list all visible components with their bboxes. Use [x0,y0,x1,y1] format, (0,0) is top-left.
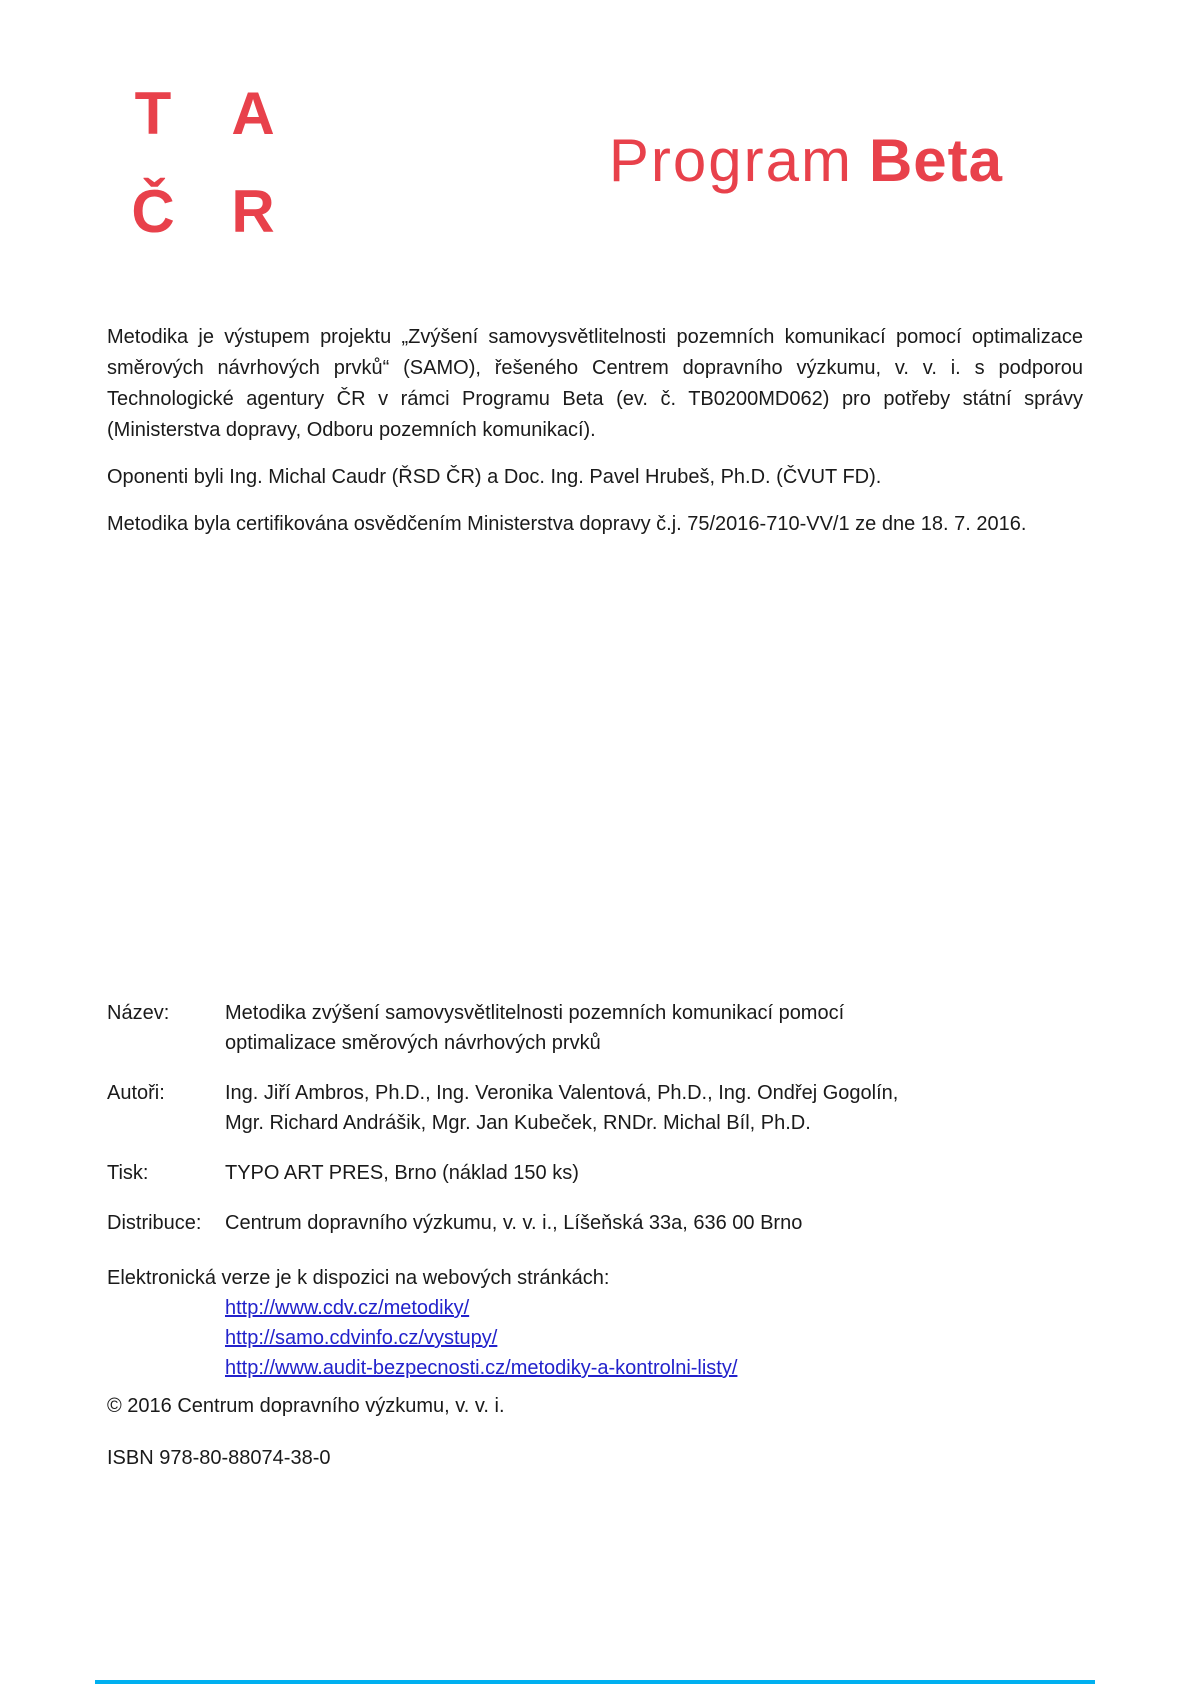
metadata-value [225,1078,985,1138]
electronic-version-block [107,1263,1083,1383]
metadata-label: Distribuce: [107,1212,202,1234]
metadata-label: Název: [107,1002,170,1024]
tacr-letter-a: A [231,80,275,147]
metadata-value-line: TYPO ART PRES, Brno (náklad 150 ks) [225,1162,579,1184]
tacr-letter-t: T [134,80,172,147]
program-wordmark: Program [608,127,853,194]
metadata-value [225,1208,985,1238]
metadata-value-line: Ing. Jiří Ambros, Ph.D., Ing. Veronika Valentová, Ph.D., Ing. Ondřej Gogolín, [225,1082,899,1104]
paragraph-opponents: Oponenti byli Ing. Michal Caudr (ŘSD ČR) a Doc. Ing. Pavel Hrubeš, Ph.D. (ČVUT FD). [107,466,882,488]
beta-wordmark: Beta [868,127,1003,194]
metadata-label: Autoři: [107,1082,165,1104]
website-link-samo[interactable]: http://samo.cdvinfo.cz/vystupy/ [225,1327,498,1349]
metadata-row-distribuce [107,1208,1083,1238]
metadata-row-autori [107,1078,1083,1138]
metadata-value-line: Centrum dopravního výzkumu, v. v. i., Líšeňská 33a, 636 00 Brno [225,1212,803,1234]
copyright-notice: © 2016 Centrum dopravního výzkumu, v. v. i. [107,1395,505,1417]
website-link-cdv[interactable]: http://www.cdv.cz/metodiky/ [225,1297,470,1319]
tacr-letter-r: R [231,178,275,245]
website-link-audit-bezpecnosti[interactable]: http://www.audit-bezpecnosti.cz/metodiky-a-kontrolni-listy/ [225,1357,738,1379]
tacr-letter-c: Č [131,178,175,245]
website-links [107,1293,1083,1383]
electronic-version-label: Elektronická verze je k dispozici na webových stránkách: [107,1267,610,1289]
program-beta-logo [609,128,1003,194]
page-content [0,322,1190,1473]
footer-accent-bar [95,1680,1095,1684]
metadata-row-nazev [107,998,1083,1058]
tacr-logo [103,80,303,280]
metadata-value-line: Mgr. Richard Andrášik, Mgr. Jan Kubeček, RNDr. Michal Bíl, Ph.D. [225,1112,811,1134]
metadata-label: Tisk: [107,1162,149,1184]
metadata-value-line: optimalizace směrových návrhových prvků [225,1032,601,1054]
metadata-block [107,998,1083,1238]
metadata-value [225,998,985,1058]
paragraph-certification: Metodika byla certifikována osvědčením Ministerstva dopravy č.j. 75/2016-710-VV/1 ze dne 18. 7. 2016. [107,513,1027,535]
metadata-value [225,1158,985,1188]
metadata-value-line: Metodika zvýšení samovysvětlitelnosti pozemních komunikací pomocí [225,1002,845,1024]
isbn-number: ISBN 978-80-88074-38-0 [107,1447,331,1469]
paragraph-project-description: Metodika je výstupem projektu „Zvýšení samovysvětlitelnosti pozemních komunikací pomocí optimalizace směrových návrhových prvků“ (SAMO), řešeného Centrem dopravního výzkumu, v. v. i. s podporou Technologické agentury ČR v rámci Programu Beta (ev. č. TB0200MD062) pro potřeby státní správy (Ministerstva dopravy, Odboru pozemních komunikací). [107,326,1083,441]
metadata-row-tisk [107,1158,1083,1188]
page-header [0,0,1190,296]
